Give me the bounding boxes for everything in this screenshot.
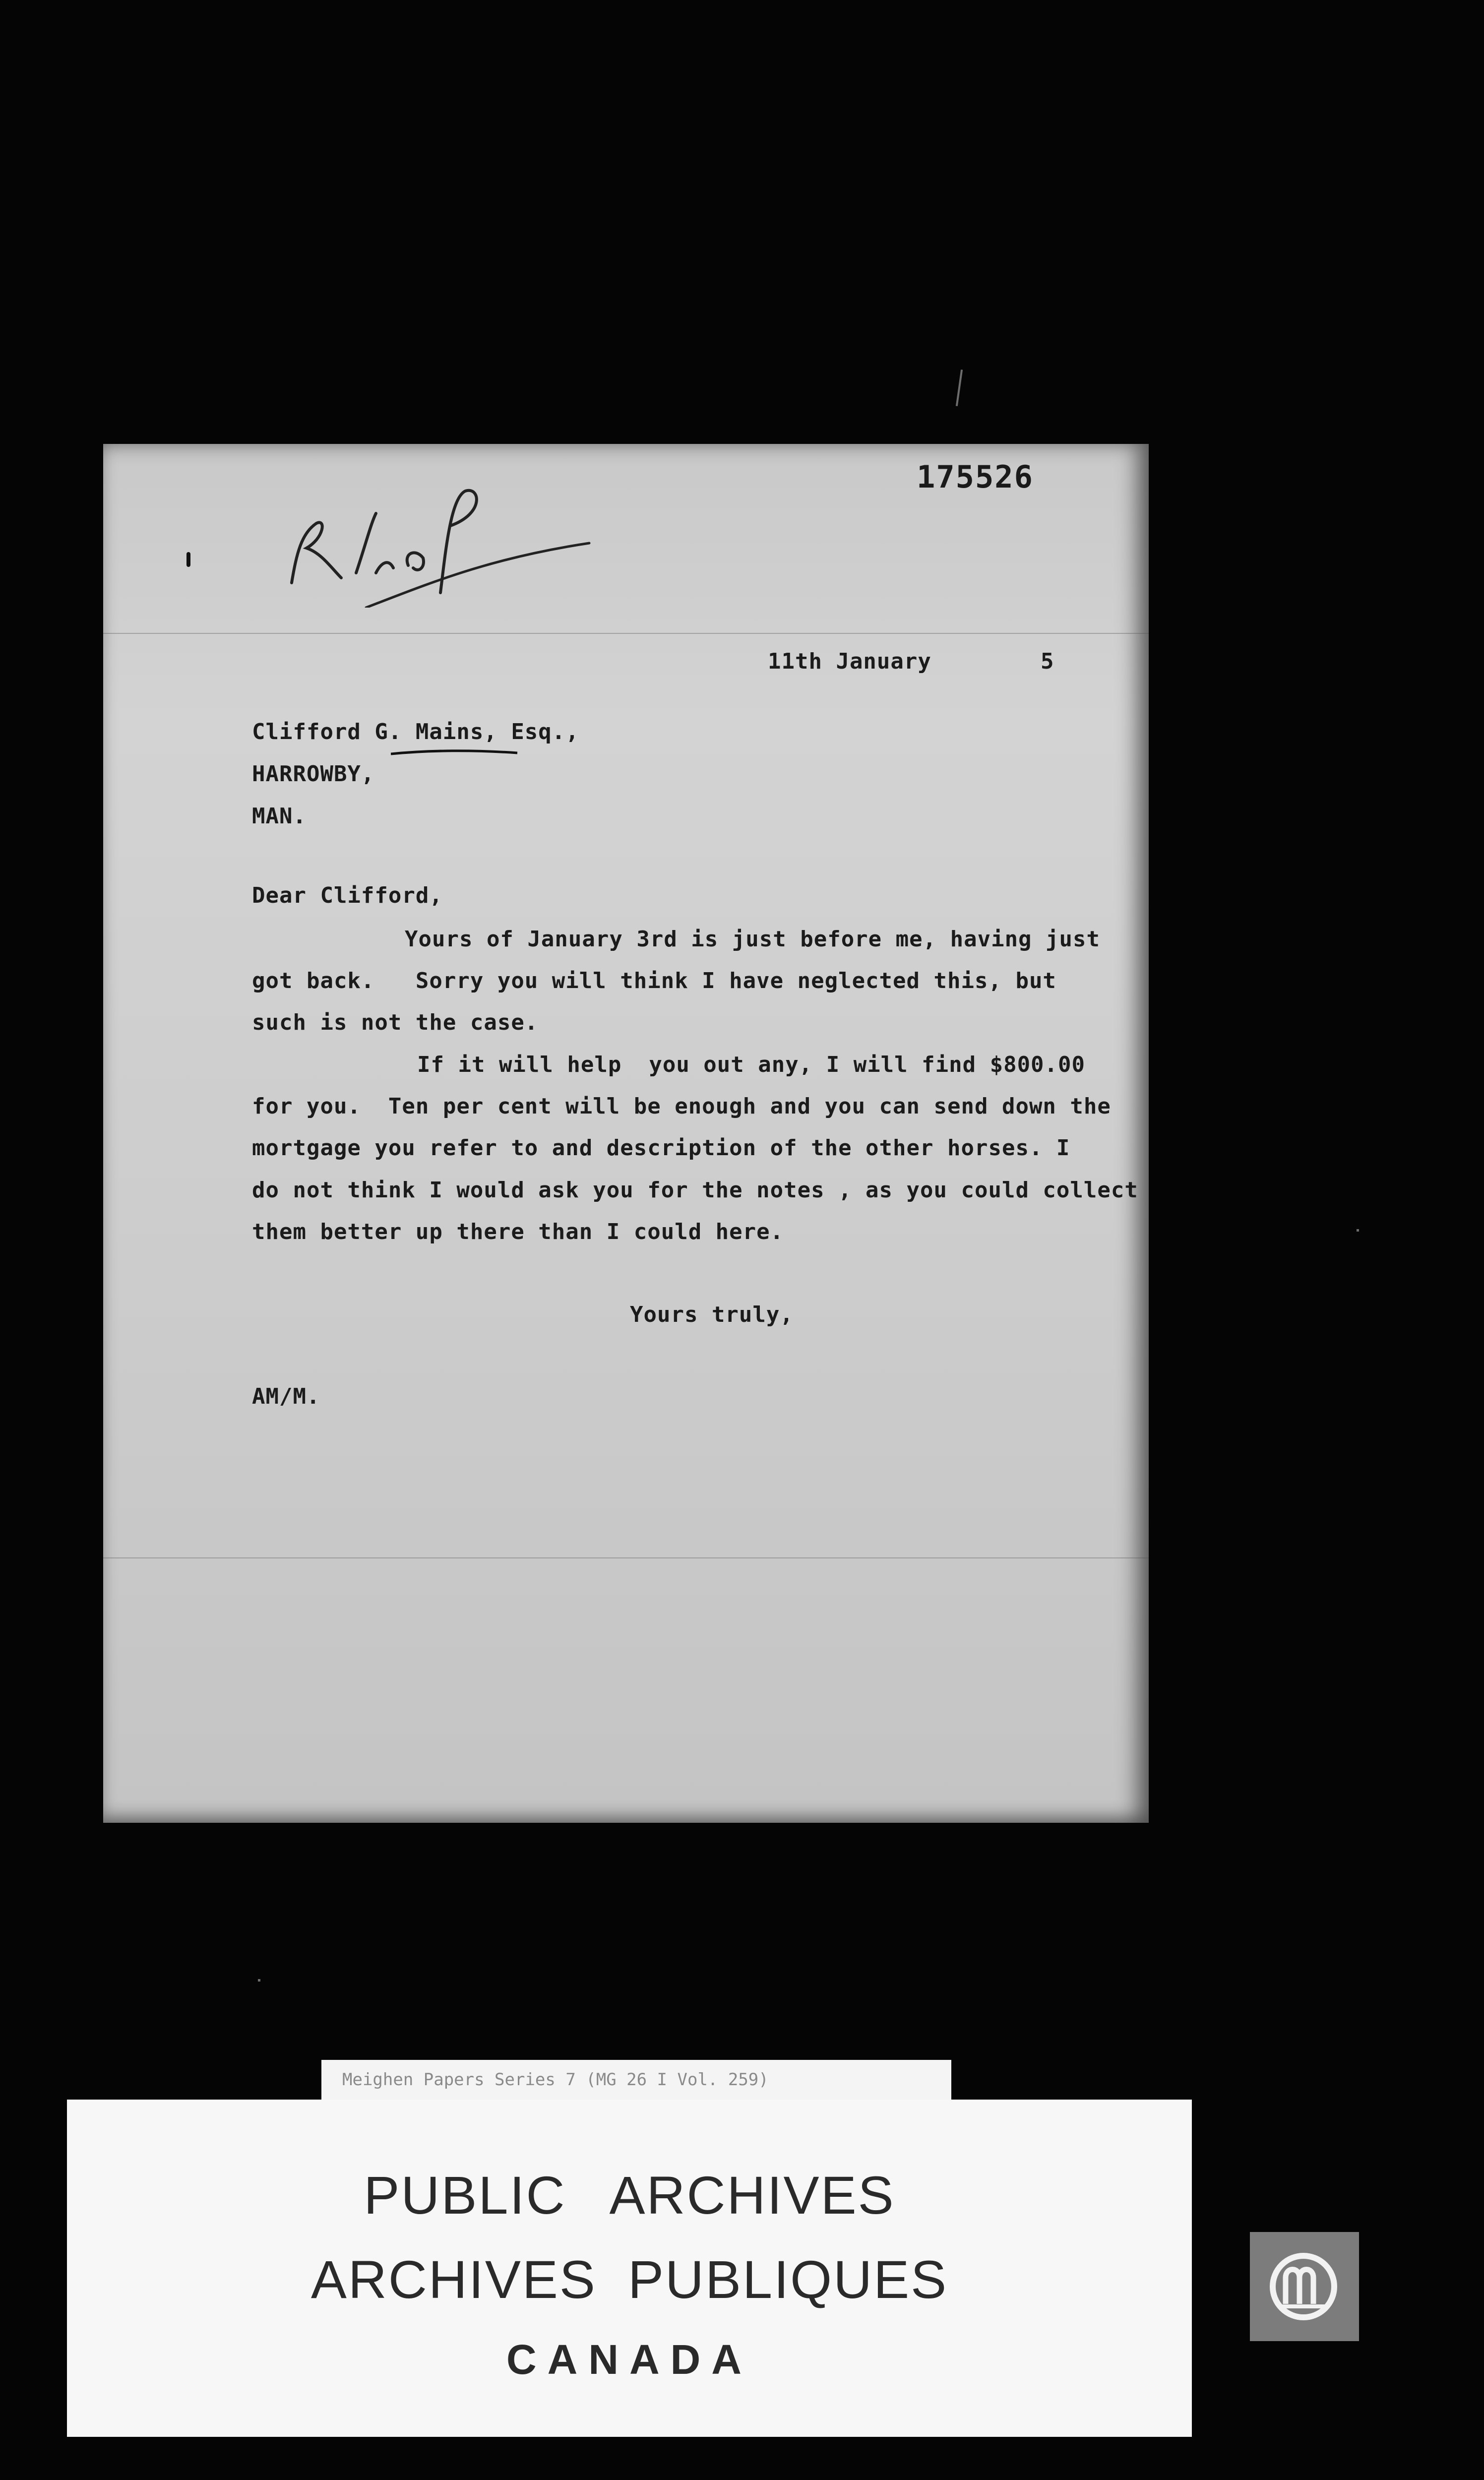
address-line-1: Clifford G. Mains, Esq., (252, 719, 579, 744)
closing: Yours truly, (630, 1302, 794, 1327)
label-canada: CANADA (506, 2336, 752, 2383)
label-archives-publiques: ARCHIVES PUBLIQUES (310, 2249, 948, 2309)
document-number: 175526 (917, 459, 1034, 495)
address-underline (391, 749, 520, 759)
body-line: such is not the case. (252, 1010, 539, 1035)
series-tab: Meighen Papers Series 7 (MG 26 I Vol. 259) (321, 2060, 951, 2100)
archives-logo (1250, 2232, 1359, 2341)
address-line-2: HARROWBY, (252, 761, 375, 787)
body-line: them better up there than I could here. (252, 1219, 784, 1244)
letter-date: 11th January (768, 649, 931, 674)
fold-line (103, 1557, 1149, 1558)
typist-initials: AM/M. (252, 1384, 320, 1409)
handwritten-annotation (282, 479, 619, 608)
body-line: mortgage you refer to and description of the other horses. I (252, 1135, 1070, 1161)
body-line: do not think I would ask you for the notes , as you could collect (252, 1178, 1138, 1203)
fold-line (103, 633, 1149, 634)
body-line: for you. Ten per cent will be enough and you can send down the (252, 1094, 1111, 1119)
salutation: Dear Clifford, (252, 883, 443, 908)
film-scratch (956, 370, 963, 406)
body-line: got back. Sorry you will think I have neglected this, but (252, 968, 1056, 993)
body-line: Yours of January 3rd is just before me, having just (405, 927, 1101, 952)
film-scratch (258, 1979, 260, 1982)
logo-icon (1250, 2232, 1359, 2341)
letter-page (103, 444, 1149, 1823)
archive-label (67, 2100, 1192, 2437)
margin-mark (186, 552, 190, 567)
film-scratch (1357, 1229, 1359, 1232)
body-line: If it will help you out any, I will find $800.00 (417, 1052, 1086, 1077)
label-public-archives: PUBLIC ARCHIVES (364, 2165, 895, 2225)
address-line-3: MAN. (252, 804, 307, 829)
page-mark: 5 (1041, 649, 1054, 674)
